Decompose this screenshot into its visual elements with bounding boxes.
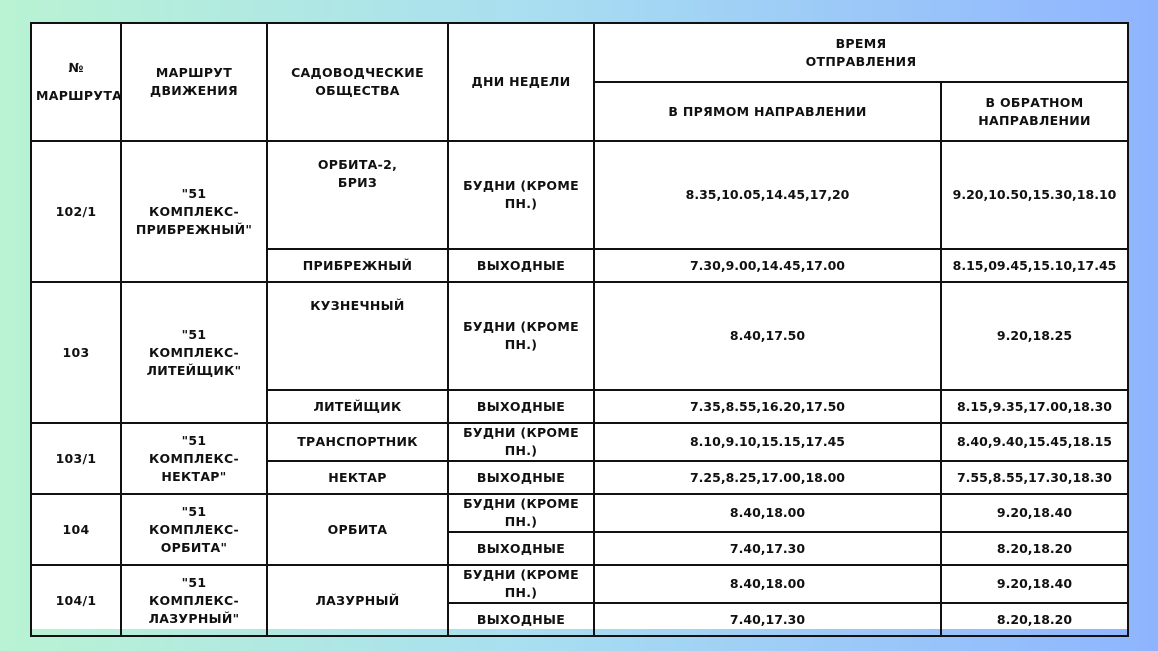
- route-name-line: "51: [181, 503, 207, 519]
- route-number: 104/1: [31, 565, 121, 636]
- schedule-sheet: [30, 22, 1127, 629]
- header-number-sign: №: [68, 60, 84, 75]
- route-name-line: ЛАЗУРНЫЙ": [148, 610, 240, 626]
- route-number: 103/1: [31, 423, 121, 494]
- society: ЛАЗУРНЫЙ: [267, 565, 448, 636]
- header-route-number: [31, 23, 121, 141]
- days: БУДНИ (КРОМЕ ПН.): [448, 494, 594, 532]
- route-name-line: ПРИБРЕЖНЫЙ": [135, 221, 253, 237]
- header-societies: [267, 23, 448, 141]
- days: БУДНИ (КРОМЕ ПН.): [448, 141, 594, 249]
- reverse-times: 9.20,18.40: [941, 494, 1128, 532]
- society: ПРИБРЕЖНЫЙ: [267, 249, 448, 282]
- table-row: [31, 423, 1128, 461]
- table-row: [31, 565, 1128, 603]
- society: [267, 141, 448, 249]
- days: ВЫХОДНЫЕ: [448, 532, 594, 565]
- forward-times: 7.25,8.25,17.00,18.00: [594, 461, 941, 494]
- route-name-line: "51: [181, 574, 207, 590]
- forward-times: 7.30,9.00,14.45,17.00: [594, 249, 941, 282]
- days: ВЫХОДНЫЕ: [448, 603, 594, 636]
- route-name: [121, 494, 267, 565]
- route-name-line: НЕКТАР": [161, 468, 227, 484]
- forward-times: 7.40,17.30: [594, 532, 941, 565]
- header-departure-label-2: ОТПРАВЛЕНИЯ: [805, 53, 917, 69]
- forward-times: 7.35,8.55,16.20,17.50: [594, 390, 941, 423]
- route-name-line: КОМПЛЕКС-: [149, 521, 239, 537]
- route-number: 104: [31, 494, 121, 565]
- header-number-label: МАРШРУТА: [36, 88, 123, 103]
- header-societies-label-1: САДОВОДЧЕСКИЕ: [291, 65, 424, 80]
- days: ВЫХОДНЫЕ: [448, 390, 594, 423]
- society: ЛИТЕЙЩИК: [267, 390, 448, 423]
- forward-times: 7.40,17.30: [594, 603, 941, 636]
- reverse-times: 9.20,18.40: [941, 565, 1128, 603]
- table-row: [31, 141, 1128, 249]
- reverse-times: 9.20,18.25: [941, 282, 1128, 390]
- forward-times: 8.40,18.00: [594, 494, 941, 532]
- society: НЕКТАР: [267, 461, 448, 494]
- route-name: [121, 282, 267, 423]
- header-departure-label-1: ВРЕМЯ: [835, 35, 887, 51]
- days: БУДНИ (КРОМЕ ПН.): [448, 423, 594, 461]
- reverse-times: 8.15,9.35,17.00,18.30: [941, 390, 1128, 423]
- route-number: 102/1: [31, 141, 121, 282]
- society: ОРБИТА: [267, 494, 448, 565]
- header-reverse: [941, 82, 1128, 141]
- route-name-line: КОМПЛЕКС-: [149, 592, 239, 608]
- days: БУДНИ (КРОМЕ ПН.): [448, 282, 594, 390]
- route-name: [121, 565, 267, 636]
- header-reverse-label-1: В ОБРАТНОМ: [985, 94, 1084, 110]
- reverse-times: 8.40,9.40,15.45,18.15: [941, 423, 1128, 461]
- header-days: ДНИ НЕДЕЛИ: [448, 23, 594, 141]
- route-name-line: "51: [181, 185, 207, 201]
- society: ТРАНСПОРТНИК: [267, 423, 448, 461]
- days: ВЫХОДНЫЕ: [448, 249, 594, 282]
- society-line: ОРБИТА-2,: [317, 157, 398, 172]
- route-name-line: ЛИТЕЙЩИК": [146, 362, 242, 378]
- table-row: [31, 282, 1128, 390]
- table-row: [31, 494, 1128, 532]
- header-societies-label-2: ОБЩЕСТВА: [315, 83, 400, 98]
- header-reverse-label-2: НАПРАВЛЕНИИ: [978, 112, 1091, 128]
- header-route-label-2: ДВИЖЕНИЯ: [150, 83, 238, 98]
- route-name: [121, 423, 267, 494]
- header-row-1: [31, 23, 1128, 82]
- forward-times: 8.40,18.00: [594, 565, 941, 603]
- schedule-table: [30, 22, 1129, 637]
- forward-times: 8.10,9.10,15.15,17.45: [594, 423, 941, 461]
- route-name-line: ОРБИТА": [160, 539, 228, 555]
- reverse-times: 9.20,10.50,15.30,18.10: [941, 141, 1128, 249]
- reverse-times: 7.55,8.55,17.30,18.30: [941, 461, 1128, 494]
- route-name-line: КОМПЛЕКС-: [149, 450, 239, 466]
- days: БУДНИ (КРОМЕ ПН.): [448, 565, 594, 603]
- days: ВЫХОДНЫЕ: [448, 461, 594, 494]
- header-forward: В ПРЯМОМ НАПРАВЛЕНИИ: [594, 82, 941, 141]
- route-name-line: "51: [181, 432, 207, 448]
- route-number: 103: [31, 282, 121, 423]
- route-name: [121, 141, 267, 282]
- society-line: БРИЗ: [337, 175, 378, 190]
- forward-times: 8.35,10.05,14.45,17,20: [594, 141, 941, 249]
- reverse-times: 8.20,18.20: [941, 532, 1128, 565]
- route-name-line: "51: [181, 326, 207, 342]
- header-route: [121, 23, 267, 141]
- forward-times: 8.40,17.50: [594, 282, 941, 390]
- society: КУЗНЕЧНЫЙ: [267, 282, 448, 390]
- header-departure: [594, 23, 1128, 82]
- route-name-line: КОМПЛЕКС-: [149, 344, 239, 360]
- header-route-label-1: МАРШРУТ: [155, 65, 233, 80]
- route-name-line: КОМПЛЕКС-: [149, 203, 239, 219]
- reverse-times: 8.15,09.45,15.10,17.45: [941, 249, 1128, 282]
- reverse-times: 8.20,18.20: [941, 603, 1128, 636]
